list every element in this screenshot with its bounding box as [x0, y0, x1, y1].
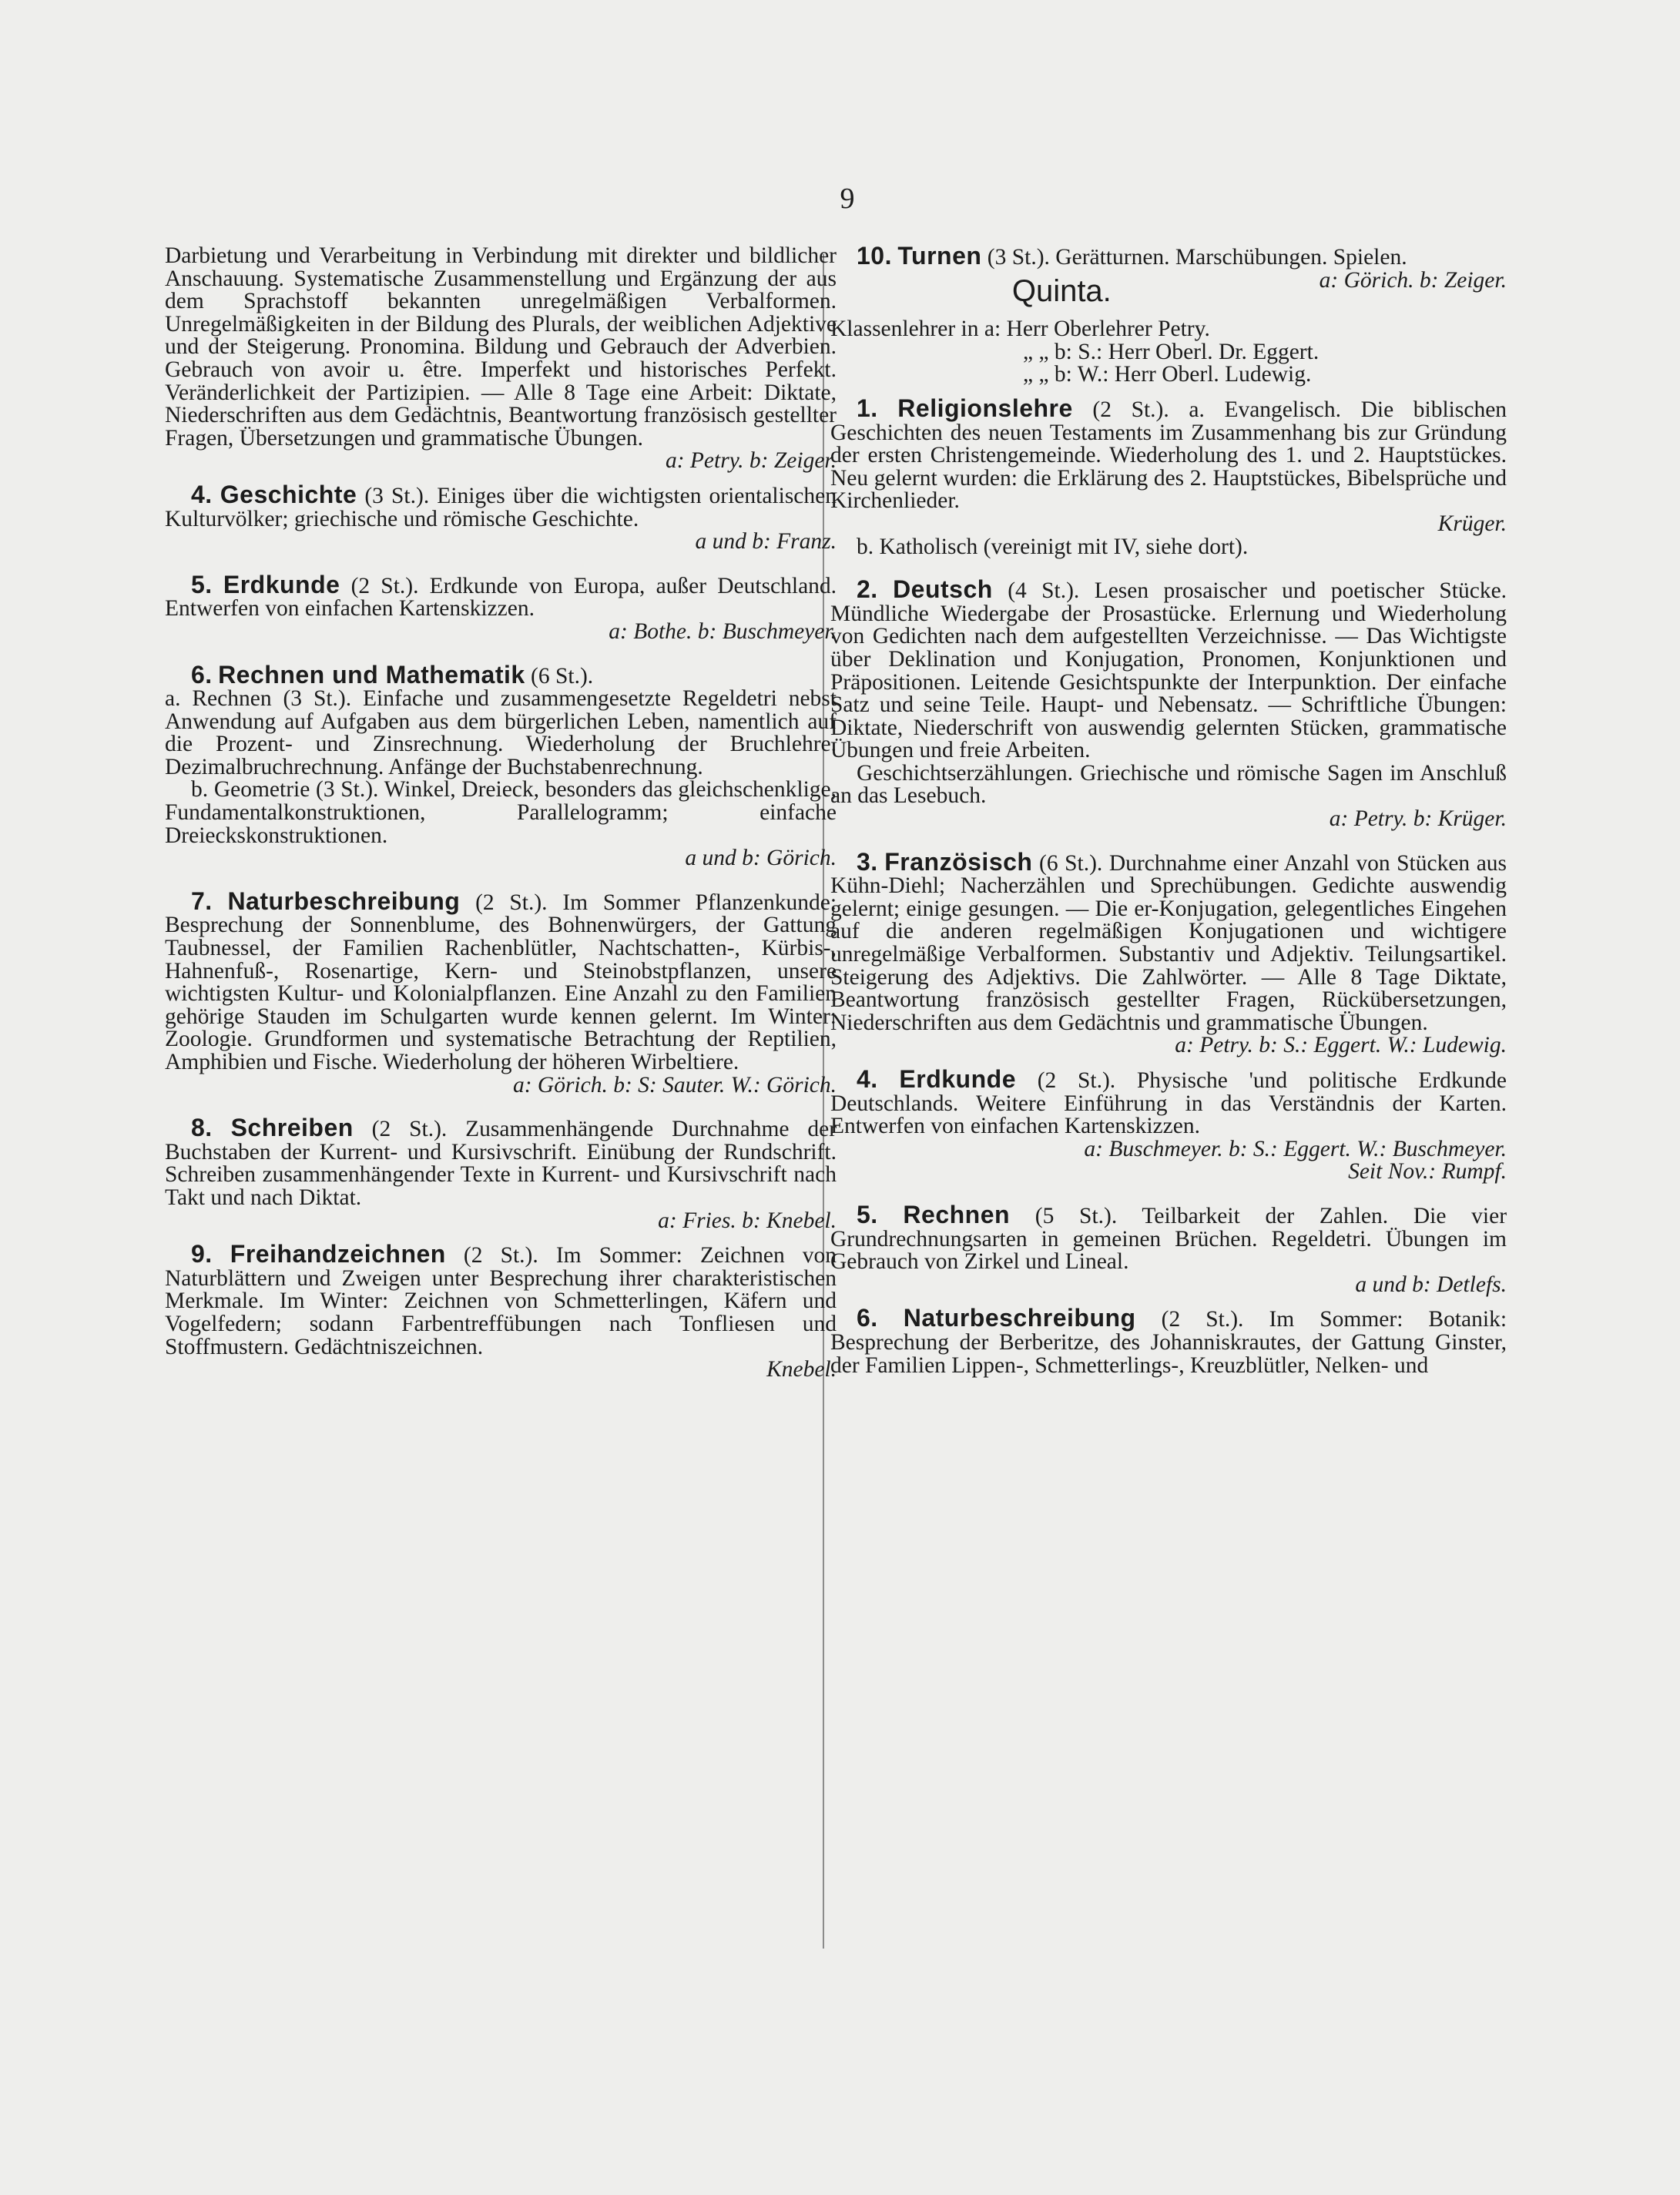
paragraph: Gerätturnen. Marschübungen. Spielen.: [1055, 245, 1407, 270]
section-rechnen: [830, 1200, 1507, 1297]
paragraph: Geschichtserzählungen. Griechische und römische Sagen im Anschluß an das Lesebuch.: [830, 760, 1507, 809]
page-number: 9: [840, 183, 855, 215]
teacher-signature: Knebel.: [766, 1357, 837, 1382]
teacher-signature: a und b: Franz.: [695, 529, 837, 555]
paragraph: a. Rechnen (3 St.). Einfache und zusammengesetzte Regeldetri nebst Anwendung auf Aufgaben aus dem bürgerlichen Leben, namentlich auf die Prozent- und Zinsrechnung. Wiederholung der Bruchlehre. Dezimalbruchrechnung. Anfänge der Buchstabenrechnung.: [165, 686, 837, 779]
section-title: Religionslehre: [897, 394, 1073, 422]
section-hours: (2 St.).: [1037, 1068, 1116, 1093]
paragraph: Im Sommer: Zeichnen von Naturblättern und Zweigen unter Besprechung ihrer charakteristischen Merkmale. Im Winter: Zeichnen von Schmetterlingen, Käfern und Vogelfedern; sodann Farbentreffübungen nach Tonfliesen und Stoffmustern. Gedächtniszeichnen.: [165, 1243, 837, 1359]
section-number: 6.: [191, 660, 213, 689]
section-number: 7.: [191, 886, 213, 915]
section-hours: (2 St.).: [371, 1117, 448, 1142]
section-naturbeschreibung: [830, 1304, 1507, 1378]
paragraph: Durchnahme einer Anzahl von Stücken aus Kühn-Diehl; Nacherzählen und Sprechübungen. Gedichte auswendig gelernt; einige gesungen. — Die er-Konjugation, gelegentliches Eingehen auf die anderen regelmäßigen Konjugationen und wichtigere unregelmäßige Verbalformen. Substantiv und Adjektiv. Teilungsartikel. Steigerung des Adjektivs. Die Zahlwörter. — Alle 8 Tage Diktate, Beantwortung französisch gestellter Fragen, Rückübersetzungen, Niederschriften aus dem Gedächtnis und grammatische Übungen.: [830, 850, 1507, 1035]
section-title: Naturbeschreibung: [227, 886, 461, 915]
section-title: Rechnen: [903, 1200, 1011, 1228]
section-hours: (6 St.).: [531, 663, 594, 689]
section-number: 5.: [191, 570, 213, 598]
section-title: Deutsch: [893, 575, 993, 604]
teacher-signature: a: Buschmeyer. b: S.: Eggert. W.: Buschmeyer.: [1084, 1136, 1507, 1161]
section-number: 2.: [857, 575, 878, 604]
section-number: 1.: [857, 394, 878, 422]
section-geschichte: [165, 480, 837, 555]
section-franzoesisch: [830, 847, 1507, 1058]
section-erdkunde: [165, 570, 837, 644]
section-naturbeschreibung: [165, 886, 837, 1098]
teacher-signature: a: Petry. b: S.: Eggert. W.: Ludewig.: [1175, 1033, 1507, 1058]
paragraph: Erdkunde von Europa, außer Deutschland. Entwerfen von einfachen Kartenskizzen.: [165, 573, 837, 622]
section-hours: (2 St.).: [350, 573, 419, 598]
section-hours: (3 St.).: [364, 483, 430, 508]
paragraph: Teilbarkeit der Zahlen. Die vier Grundrechnungsarten in gemeinen Brüchen. Regeldetri. Übungen im Gebrauch von Zirkel und Lineal.: [830, 1203, 1507, 1275]
paragraph: a. Evangelisch. Die biblischen Geschichten des neuen Testaments im Zusammenhang bis zur Gründung der ersten Christengemeinde. Wiederholung des 1. und 2. Hauptstückes. Neu gelernt wurden: die Erklärung des 2. Hauptstückes, Bibelsprüche und Kirchenlieder.: [830, 397, 1507, 514]
section-hours: (2 St.).: [475, 890, 548, 915]
section-deutsch: [830, 575, 1507, 832]
right-column: [830, 242, 1507, 1378]
left-column: [165, 245, 837, 1382]
section-title: Erdkunde: [899, 1065, 1016, 1093]
section-title: Geschichte: [220, 480, 357, 508]
section-number: 5.: [857, 1200, 878, 1228]
section-hours: (2 St.).: [1092, 397, 1169, 422]
section-number: 4.: [857, 1065, 878, 1093]
section-title: Turnen: [897, 242, 982, 270]
section-hours: (2 St.).: [1161, 1307, 1244, 1332]
teacher-signature: a: Fries. b: Knebel.: [658, 1208, 837, 1233]
section-hours: (6 St.).: [1039, 850, 1103, 876]
section-title: Naturbeschreibung: [903, 1304, 1136, 1332]
paragraph: Einiges über die wichtigsten orientalischen Kulturvölker; griechische und römische Geschichte.: [165, 483, 837, 531]
class-heading: Quinta.: [1011, 273, 1112, 308]
section-title: Französisch: [884, 847, 1033, 876]
teacher-signature: Krüger.: [1437, 511, 1507, 536]
section-freihandzeichnen: [165, 1240, 837, 1382]
paragraph: Im Sommer Pflanzenkunde: Besprechung der Sonnenblume, des Bohnenwürgers, der Gattung Taubnessel, der Familien Rachenblütler, Nachtschatten-, Kürbis-, Hahnenfuß-, Rosenartige, Kern- und Steinobstpflanzen, unsere wichtigsten Kultur- und Kolonialpflanzen. Eine Anzahl zu den Familien gehörige Stauden im Schulgarten wurde kennen gelernt. Im Winter: Zoologie. Grundformen und systematische Betrachtung der Reptilien, Amphibien und Fische. Wiederholung der höheren Wirbeltiere.: [165, 890, 837, 1074]
section-religionslehre: [830, 394, 1507, 559]
section-number: 8.: [191, 1114, 213, 1142]
section-title: Erdkunde: [223, 570, 340, 598]
section-hours: (5 St.).: [1034, 1203, 1118, 1228]
teacher-signature: a: Görich. b: S: Sauter. W.: Görich.: [512, 1072, 837, 1098]
section-number: 6.: [857, 1304, 878, 1332]
paragraph: Im Sommer: Botanik: Besprechung der Berberitze, des Johanniskrautes, der Gattung Ginster, der Familien Lippen-, Schmetterlings-, Kreuzblütler, Nelken- und: [830, 1307, 1507, 1378]
teacher-signature: a und b: Detlefs.: [1355, 1272, 1507, 1297]
intro-section: [165, 245, 837, 473]
section-number: 4.: [191, 480, 213, 508]
section-rechnen-mathematik: [165, 660, 837, 871]
teacher-signature: Seit Nov.: Rumpf.: [1348, 1159, 1507, 1185]
teacher-signature: a: Bothe. b: Buschmeyer.: [609, 618, 837, 644]
teacher-signature: a: Petry. b: Zeiger.: [665, 448, 837, 474]
section-erdkunde: [830, 1065, 1507, 1185]
section-number: 3.: [857, 847, 878, 876]
section-title: Rechnen und Mathematik: [218, 660, 525, 689]
paragraph: Physische 'und politische Erdkunde Deutschlands. Weitere Einführung in das Verständnis der Karten. Entwerfen von einfachen Kartenskizzen.: [830, 1068, 1507, 1139]
klassenlehrer-line: „ „ b: S.: Herr Oberl. Dr. Eggert.: [1023, 339, 1320, 364]
paragraph: Darbietung und Verarbeitung in Verbindung mit direkter und bildlicher Anschauung. Systematische Zusammenstellung und Ergänzung der aus dem Sprachstoff bekannten unregelmäßigen Verbalformen. Unregelmäßigkeiten in der Bildung des Plurals, der weiblichen Adjektive und der Steigerung. Pronomina. Bildung und Gebrauch der Adverbien. Gebrauch von avoir u. être. Imperfekt und historisches Perfekt. Veränderlichkeit der Partizipien. — Alle 8 Tage eine Arbeit: Diktate, Niederschriften aus dem Gedächtnis, Beantwortung französisch gestellter Fragen, Übersetzungen und grammatische Übungen.: [165, 243, 837, 451]
section-hours: (4 St.).: [1008, 578, 1080, 604]
section-schreiben: [165, 1114, 837, 1233]
teacher-signature: a und b: Görich.: [685, 846, 837, 871]
paragraph: b. Katholisch (vereinigt mit IV, siehe dort).: [857, 534, 1249, 559]
section-title: Freihandzeichnen: [230, 1240, 446, 1268]
paragraph: Zusammenhängende Durchnahme der Buchstaben der Kurrent- und Kursivschrift. Einübung der Rundschrift. Schreiben zusammenhängender Texte in Kurrent- und Kursivschrift nach Takt und nach Diktat.: [165, 1117, 837, 1210]
paragraph: b. Geometrie (3 St.). Winkel, Dreieck, besonders das gleichschenklige, Fundamentalkonstruktionen, Parallelogramm; einfache Dreieckskonstruktionen.: [165, 777, 837, 848]
klassenlehrer-list: [830, 318, 1507, 387]
section-title: Schreiben: [230, 1114, 354, 1142]
klassenlehrer-line: Klassenlehrer in a: Herr Oberlehrer Petry.: [830, 317, 1210, 342]
klassenlehrer-line: „ „ b: W.: Herr Oberl. Ludewig.: [1023, 362, 1312, 387]
section-hours: (3 St.).: [987, 245, 1050, 270]
section-number: 9.: [191, 1240, 213, 1268]
teacher-signature: a: Görich. b: Zeiger.: [1319, 267, 1507, 293]
teacher-signature: a: Petry. b: Krüger.: [1329, 806, 1507, 832]
section-number: 10.: [857, 242, 892, 270]
paragraph: Lesen prosaischer und poetischer Stücke. Mündliche Wiedergabe der Prosastücke. Erlernung und Wiederholung von Gedichten nach dem aufgestellten Verzeichnisse. — Das Wichtigste über Deklination und Konjugation, Pronomen, Konjunktionen und Präpositionen. Leitende Gesichtspunkte der Interpunktion. Der einfache Satz und seine Teile. Haupt- und Nebensatz. — Schriftliche Übungen: Diktate, Niederschrift von auswendig gelernten Stücken, grammatische Übungen und freie Arbeiten.: [830, 578, 1507, 763]
section-hours: (2 St.).: [463, 1243, 538, 1268]
